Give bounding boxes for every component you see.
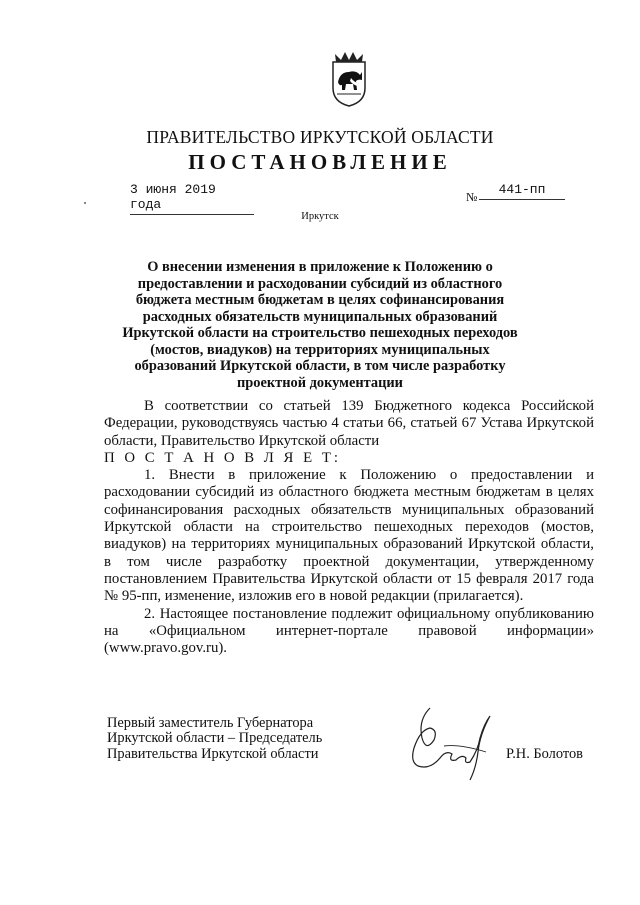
document-body	[104, 398, 594, 657]
document-number: 441-пп	[479, 182, 565, 200]
resolves-heading: П О С Т А Н О В Л Я Е Т:	[104, 449, 341, 466]
position-line-1: Первый заместитель Губернатора	[107, 715, 314, 731]
item-2-paragraph: 2. Настоящее постановление подлежит официальному опубликованию на «Официальном интернет-портале правовой информации» (www.pravo.gov.ru).	[104, 605, 594, 657]
number-sign: №	[466, 190, 478, 204]
document-type-title: ПОСТАНОВЛЕНИЕ	[188, 150, 452, 174]
handwritten-signature-icon	[400, 700, 510, 790]
document-date: 3 июня 2019 года	[130, 182, 254, 215]
signatory-position	[107, 716, 367, 762]
signatory-name: Р.Н. Болотов	[506, 746, 583, 762]
document-subject: О внесении изменения в приложение к Положению о предоставлении и расходовании субсидий из областного бюджета местным бюджетам в целях софинансирования расходных обязательств муниципальных образований Иркутской области на строительство пешеходных переходов (мостов, виадуков) на территориях муниципальных образований Иркутской области, в том числе разработку проектной документации	[122, 259, 518, 391]
position-line-2: Иркутской области – Председатель	[107, 730, 323, 747]
preamble-paragraph: В соответствии со статьей 139 Бюджетного кодекса Российской Федерации, руководствуясь частью 4 статьи 66, статьей 67 Устава Иркутской области, Правительство Иркутской области	[104, 398, 594, 449]
scan-dot	[84, 202, 86, 204]
coat-of-arms-icon	[329, 48, 369, 108]
item-1-paragraph: 1. Внести в приложение к Положению о предоставлении и расходовании субсидий из областного бюджета местным бюджетам в целях софинансирования расходных обязательств муниципальных образований Иркутской области на строительство пешеходных переходов (мостов, виадуков) на территориях муниципальных образований Иркутской области, в том числе разработку проектной документации, утвержденному постановлением Правительства Иркутской области от 15 февраля 2017 года № 95-пп, изменение, изложив его в новой редакции (прилагается).	[104, 467, 594, 605]
position-line-3: Правительства Иркутской области	[107, 745, 319, 762]
government-title: ПРАВИТЕЛЬСТВО ИРКУТСКОЙ ОБЛАСТИ	[146, 127, 494, 147]
city-label: Иркутск	[301, 211, 339, 222]
